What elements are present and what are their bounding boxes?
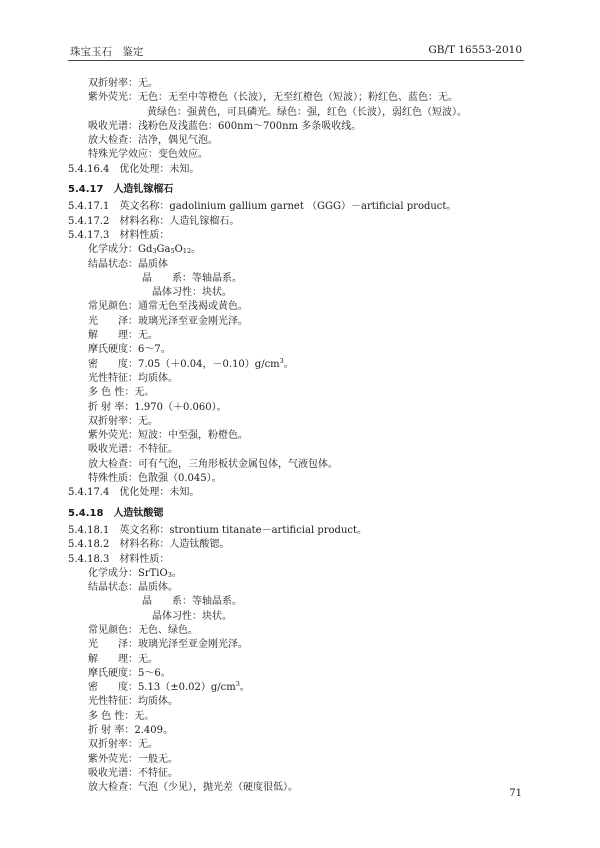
- crystal-state-line: 结晶状态：晶质体。: [88, 582, 178, 594]
- material-name-line: 5.4.17.2 材料名称：人造钆镓榴石。: [68, 215, 240, 227]
- section-title: 人造钆镓榴石: [113, 184, 174, 196]
- refractive-index-line: 折 射 率：1.970（＋0.060）。: [88, 401, 227, 413]
- treatment-text: 优化处理：未知。: [119, 163, 200, 175]
- section-title: 人造钛酸锶: [113, 507, 164, 519]
- section-heading-5-4-17: [68, 183, 538, 197]
- clause-number: 5.4.16.4: [68, 163, 110, 175]
- birefringence-line: 双折射率：无。: [88, 739, 158, 751]
- luster-line: 光 泽：玻璃光泽至亚金刚光泽。: [88, 315, 248, 327]
- density-line: 密 度：$5.13(\pm 0.02)g/cm^3$。: [88, 680, 250, 694]
- section-number: 5.4.17: [68, 184, 104, 196]
- pleochroism-line: 多 色 性：无。: [88, 710, 155, 722]
- crystal-habit-line: 晶体习性：块状。: [152, 610, 232, 622]
- cleavage-line: 解 理：无。: [88, 653, 158, 665]
- color-line: 常见颜色：无色、绿色。: [88, 624, 198, 636]
- english-name-line: 5.4.18.1 英文名称：strontium titanate－artificial product。: [68, 524, 368, 536]
- properties-line: 5.4.18.3 材料性质：: [68, 553, 170, 565]
- uv-fluorescence-line: 紫外荧光：无色：无至中等橙色（长波），无至红橙色（短波）；粉红色、蓝色：无。: [88, 92, 458, 104]
- optical-character-line: 光性特征：均质体。: [88, 372, 178, 384]
- document-body: [68, 77, 538, 796]
- crystal-habit-line: 晶体习性：块状。: [152, 287, 232, 299]
- color-line: 常见颜色：通常无色至浅褐或黄色。: [88, 301, 248, 313]
- cleavage-line: 解 理：无。: [88, 330, 158, 342]
- page-number: 71: [509, 788, 522, 799]
- density-line: 密 度：7.05（＋0.04，$-0.10)g/cm^3$。: [88, 356, 294, 370]
- uv-fluorescence-line: 紫外荧光：短波：中至强，粉橙色。: [88, 430, 248, 442]
- section-number: 5.4.18: [68, 507, 104, 519]
- absorption-line: 吸收光谱：不特征。: [88, 444, 178, 456]
- absorption-line: 吸收光谱：不特征。: [88, 767, 178, 779]
- special-property-line: 特殊性质：色散强（0.045）。: [88, 473, 222, 485]
- crystal-system-line: 晶 系：等轴晶系。: [142, 272, 242, 284]
- chemical-composition-line: 化学成分：$Gd_3Ga_5O_{12}$。: [88, 244, 202, 256]
- birefringence-line: 双折射率：无。: [88, 415, 158, 427]
- properties-line: 5.4.17.3 材料性质：: [68, 229, 170, 241]
- english-name-line: 5.4.17.1 英文名称：gadolinium gallium garnet （GGG）－artificial product。: [68, 201, 457, 213]
- pleochroism-line: 多 色 性：无。: [88, 387, 155, 399]
- treatment-line: 5.4.17.4 优化处理：未知。: [68, 487, 200, 499]
- uv-fluorescence-cont-line: 黄绿色：强黄色，可具磷光。绿色：强，红色（长波），弱红色（短波）。: [147, 106, 467, 118]
- chemical-formula: SrTiO$_3$: [138, 567, 172, 579]
- special-optical-line: 特殊光学效应：变色效应。: [88, 149, 208, 161]
- uv-fluorescence-line: 紫外荧光：一般无。: [88, 753, 178, 765]
- birefringence-line: 双折射率：无。: [88, 78, 158, 89]
- header-right: GB/T 16553-2010: [428, 44, 522, 56]
- section-heading-5-4-18: [68, 507, 538, 521]
- header-left: 珠宝玉石 鉴定: [70, 46, 144, 58]
- hardness-line: 摩氏硬度：6～7。: [88, 344, 171, 356]
- optical-character-line: 光性特征：均质体。: [88, 696, 178, 708]
- header-rule: [68, 60, 524, 61]
- refractive-index-line: 折 射 率：2.409。: [88, 725, 173, 737]
- magnification-line: 放大检查：可有气泡，三角形板状金属包体，气液包体。: [88, 458, 338, 470]
- crystal-state-line: 结晶状态：晶质体: [88, 258, 168, 270]
- hardness-line: 摩氏硬度：5～6。: [88, 667, 171, 679]
- magnification-line: 放大检查：洁净，偶见气泡。: [88, 135, 218, 147]
- magnification-line: 放大检查：气泡（少见），抛光差（硬度很低）。: [88, 782, 298, 794]
- crystal-system-line: 晶 系：等轴晶系。: [142, 596, 242, 608]
- chemical-composition-line: 化学成分：SrTiO$_3$。: [88, 567, 182, 579]
- chemical-formula: $Gd_3Ga_5O_{12}$: [138, 244, 192, 256]
- treatment-line: [68, 163, 538, 177]
- material-name-line: 5.4.18.2 材料名称：人造钛酸锶。: [68, 539, 230, 551]
- luster-line: 光 泽：玻璃光泽至亚金刚光泽。: [88, 639, 248, 651]
- absorption-line: 吸收光谱：浅粉色及浅蓝色：600nm～700nm 多条吸收线。: [88, 120, 362, 132]
